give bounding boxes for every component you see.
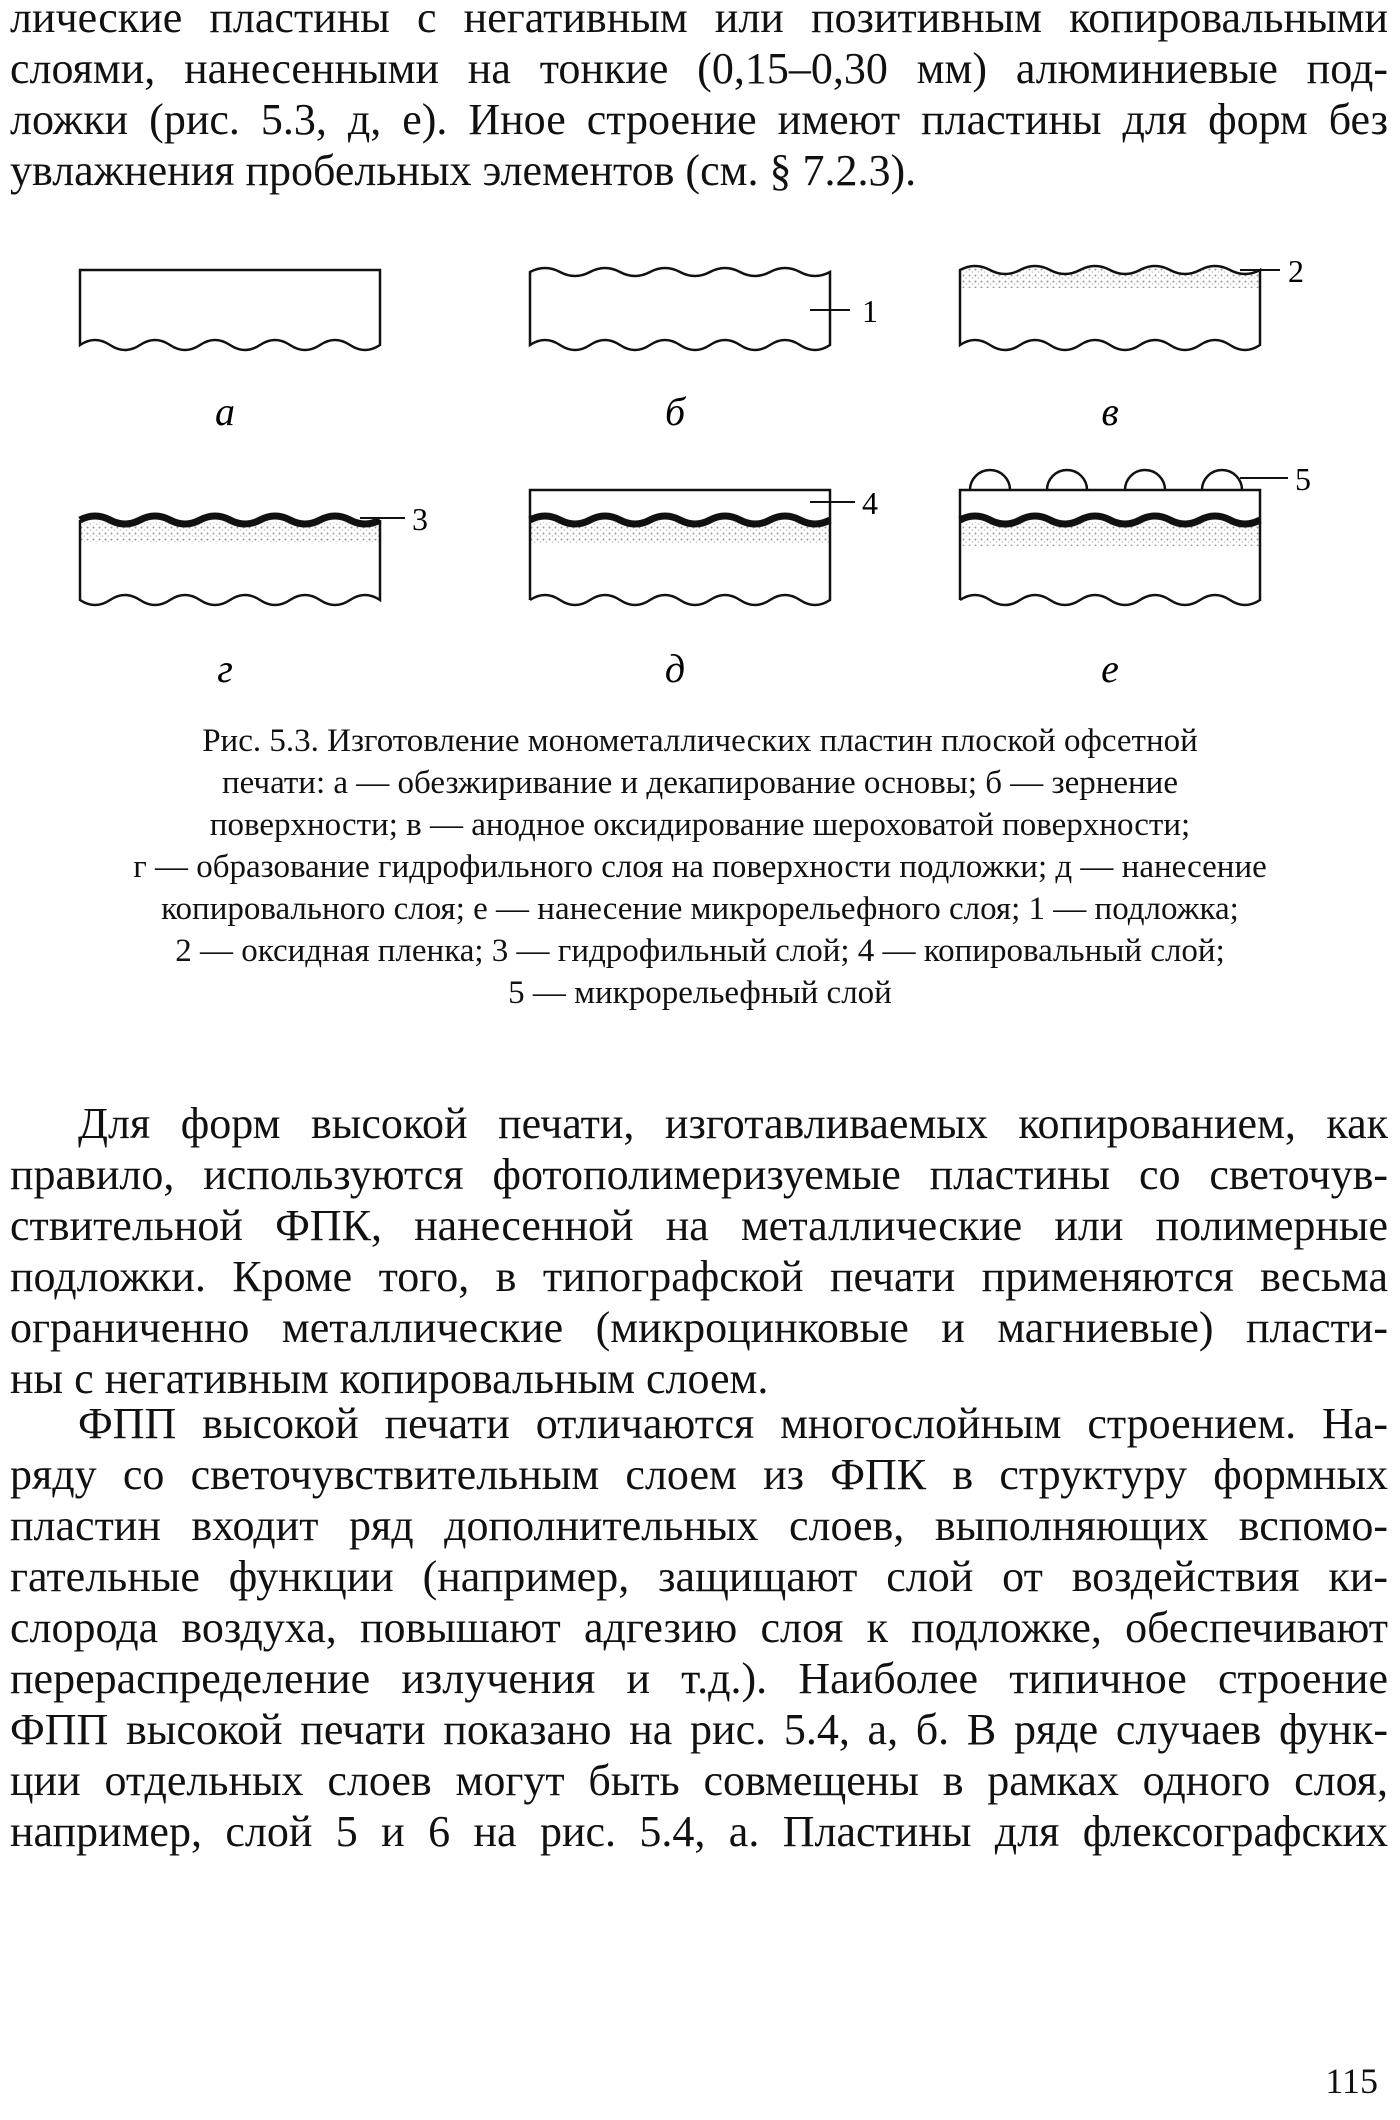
- text-line: перераспределение излучения и т.д.). Наиболее типичное строение: [10, 1654, 1388, 1703]
- text-line: ФПП высокой печати отличаются многослойным строением. На-: [78, 1399, 1388, 1448]
- text-line: слоями, нанесенными на тонкие (0,15–0,30 мм) алюминиевые под-: [10, 44, 1388, 93]
- panel-b: [530, 268, 878, 434]
- caption-line: 2 — оксидная пленка; 3 — гидрофильный слой; 4 — копировальный слой;: [175, 933, 1225, 969]
- panel-g: [80, 501, 428, 691]
- text-line: ряду со светочувствительным слоем из ФПК в структуру формных: [10, 1450, 1388, 1499]
- callout-5: 5: [1295, 461, 1311, 497]
- callout-1: 1: [862, 293, 878, 329]
- text-line: увлажнения пробельных элементов (см. § 7.2.3).: [10, 146, 917, 195]
- caption-line: г — образование гидрофильного слоя на поверхности подложки; д — нанесение: [133, 849, 1267, 885]
- figure-5-3: [50, 250, 1350, 710]
- text-line: ны с негативным копировальным слоем.: [10, 1354, 769, 1403]
- paragraph-letterpress-plates: [10, 1098, 1388, 1404]
- caption-line: 5 — микрорельефный слой: [508, 975, 892, 1011]
- caption-line: печати: а — обезжиривание и декапирование основы; б — зернение: [222, 765, 1178, 801]
- caption-line: Рис. 5.3. Изготовление монометаллических пластин плоской офсетной: [202, 723, 1198, 759]
- callout-3: 3: [412, 501, 428, 537]
- callout-2: 2: [1288, 253, 1304, 289]
- paragraph-intro: [10, 0, 1388, 196]
- panel-label-d: д: [664, 646, 686, 691]
- text-line: лические пластины с негативным или позитивным копировальными: [10, 0, 1388, 42]
- text-line: ствительной ФПК, нанесенной на металлические или полимерные: [10, 1201, 1388, 1250]
- text-line: правило, используются фотополимеризуемые пластины со светочув-: [10, 1150, 1388, 1199]
- paragraph-fpp-structure: [10, 1398, 1388, 1857]
- text-line: слорода воздуха, повышают адгезию слоя к подложке, обеспечивают: [10, 1603, 1388, 1652]
- text-line: например, слой 5 и 6 на рис. 5.4, а. Пластины для флексографских: [10, 1807, 1388, 1856]
- panel-e: [960, 461, 1311, 691]
- text-line: подложки. Кроме того, в типографской печати применяются весьма: [10, 1252, 1388, 1301]
- callout-4: 4: [862, 485, 878, 521]
- figure-caption: [20, 720, 1380, 1014]
- panel-label-a: а: [215, 389, 235, 434]
- text-line: ложки (рис. 5.3, д, е). Иное строение имеют пластины для форм без: [10, 95, 1388, 144]
- panel-label-b: б: [664, 389, 686, 434]
- text-line: ФПП высокой печати показано на рис. 5.4, а, б. В ряде случаев функ-: [10, 1705, 1388, 1754]
- caption-line: копировального слоя; е — нанесение микрорельефного слоя; 1 — подложка;: [161, 891, 1239, 927]
- panel-label-g: г: [217, 646, 233, 691]
- page-number: 115: [1325, 2061, 1378, 2101]
- text-line: ограниченно металлические (микроцинковые и магниевые) пласти-: [10, 1303, 1388, 1352]
- text-line: гательные функции (например, защищают слой от воздействия ки-: [10, 1552, 1388, 1601]
- panel-label-v: в: [1101, 389, 1119, 434]
- panel-v: [960, 253, 1304, 434]
- text-line: Для форм высокой печати, изготавливаемых копированием, как: [78, 1099, 1388, 1148]
- panel-label-e: е: [1101, 646, 1119, 691]
- text-line: пластин входит ряд дополнительных слоев, выполняющих вспомо-: [10, 1501, 1388, 1550]
- panel-d: [530, 485, 878, 691]
- text-line: ции отдельных слоев могут быть совмещены в рамках одного слоя,: [10, 1756, 1388, 1805]
- caption-line: поверхности; в — анодное оксидирование шероховатой поверхности;: [209, 807, 1191, 843]
- panel-a: [80, 270, 380, 434]
